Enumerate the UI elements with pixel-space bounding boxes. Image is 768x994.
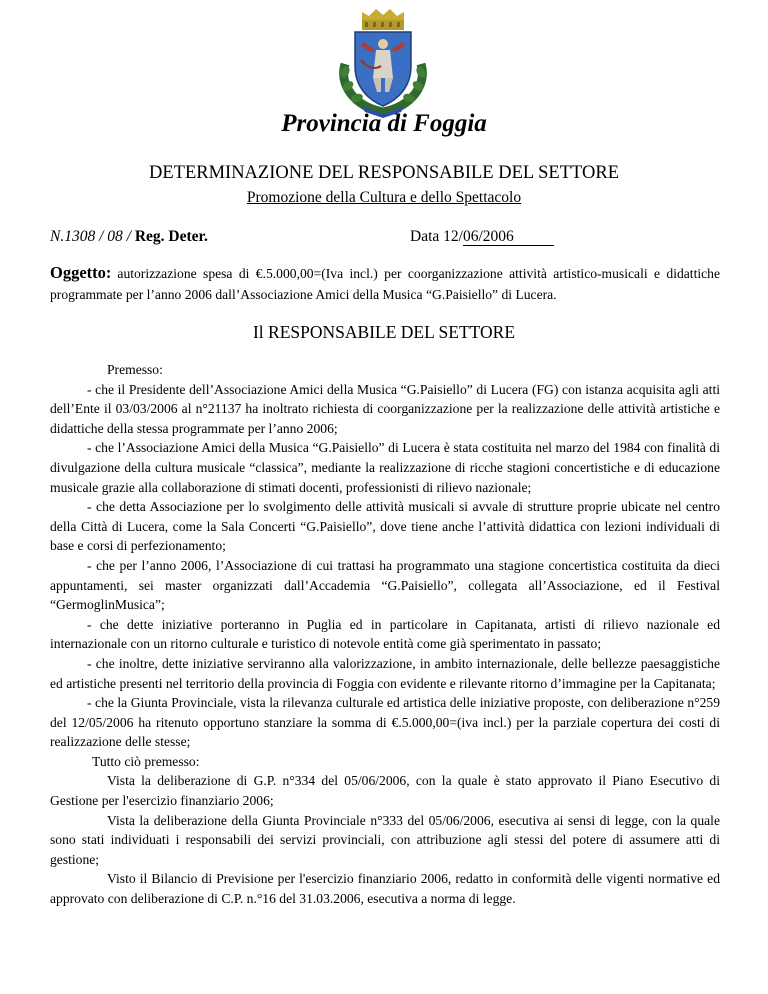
registration-number-line (50, 228, 208, 246)
registration-label: Reg. Deter. (134, 228, 208, 245)
subject-block (50, 262, 720, 305)
section-title: Il RESPONSABILE DEL SETTORE (252, 322, 516, 342)
coat-of-arms-icon (331, 6, 435, 118)
body-paragraph: Vista la deliberazione di G.P. n°334 del 05/06/2006, con la quale è stato approvato il Piano Esecutivo di Gestione per l'esercizio finanziario 2006; (50, 773, 720, 809)
document-heading: DETERMINAZIONE DEL RESPONSABILE DEL SETTORE (148, 163, 619, 183)
department-subheading: Promozione della Cultura e dello Spettacolo (246, 189, 522, 206)
body-paragraph: - che il Presidente dell’Associazione Amici della Musica “G.Paisiello” di Lucera (FG) con istanza acquisita agli atti dell’Ente il 03/03/2006 al n°21137 ha inoltrato richiesta di coorganizzazione per la realizzazione delle attività artistiche e didattiche della stessa programmate per l’anno 2006; (50, 381, 720, 436)
body-paragraph: - che l’Associazione Amici della Musica “G.Paisiello” di Lucera è stata costituita nel marzo del 1984 con finalità di divulgazione della cultura musicale “classica”, mediante la realizzazione di ricche stagioni concertistiche e di educazione musicale grazie alla collaborazione di stimati docenti, professionisti di rilievo nazionale; (50, 440, 720, 495)
body-paragraph: - che per l’anno 2006, l’Associazione di cui trattasi ha programmato una stagione concertistica costituita da dieci appuntamenti, sei master organizzati dall’Accademia “G.Paisiello”, collegata all’Associazione, ed il Festival “GermoglinMusica”; (50, 557, 720, 613)
body-paragraph: Vista la deliberazione della Giunta Provinciale n°333 del 05/06/2006, esecutiva ai sensi di legge, con la quale sono stati individuati i responsabili dei servizi provinciali, con attribuzione agli stessi del potere di assumere atti di gestione; (50, 812, 720, 867)
body-paragraph: - che inoltre, dette iniziative serviranno alla valorizzazione, in ambito internazionale, delle bellezze paesaggistiche ed artistiche presenti nel territorio della provincia di Foggia con evidente e rilevante ritorno d’immagine per la Capitanata; (50, 655, 720, 691)
document-body (50, 360, 720, 909)
body-paragraph: Premesso: (107, 362, 163, 377)
body-paragraph: Tutto ciò premesso: (92, 753, 200, 769)
subject-label: Oggetto: (50, 263, 112, 282)
date-line (410, 228, 554, 246)
date-label: Data 12/ (410, 228, 463, 245)
registration-number: N.1308 / 08 / (50, 228, 131, 245)
subject-text: autorizzazione spesa di €.5.000,00=(Iva incl.) per coorganizzazione attività artistico-musicali e didattiche programmate per l’anno 2006 dall’Associazione Amici della Musica “G.Paisiello” di Lucera. (50, 266, 720, 302)
province-emblem (331, 6, 435, 118)
body-paragraph: - che dette iniziative porteranno in Puglia ed in particolare in Capitanata, artisti di rilievo nazionale ed internazionale con un ritorno culturale e turistico di notevole entità come già sperimentato in passato; (50, 616, 720, 652)
date-value: 06/2006 (463, 228, 554, 246)
body-paragraph: Visto il Bilancio di Previsione per l'esercizio finanziario 2006, redatto in conformità delle vigenti normative ed approvato con deliberazione di C.P. n.°16 del 31.03.2006, esecutiva a norma di legge. (50, 871, 720, 907)
province-title: Provincia di Foggia (281, 110, 487, 137)
body-paragraph: - che la Giunta Provinciale, vista la rilevanza culturale ed artistica delle iniziative proposte, con deliberazione n°259 del 12/05/2006 ha ritenuto opportuno stanziare la somma di €.5.000,00=(iva incl.) per la parziale copertura dei costi di realizzazione delle stesse; (50, 695, 720, 750)
body-paragraph: - che detta Associazione per lo svolgimento delle attività musicali si avvale di strutture proprie ubicate nel centro della Città di Lucera, come la Sala Concerti “G.Paisiello”, dove tiene anche l’attività didattica con lezioni individuali di base e corsi di perfezionamento; (50, 499, 720, 554)
